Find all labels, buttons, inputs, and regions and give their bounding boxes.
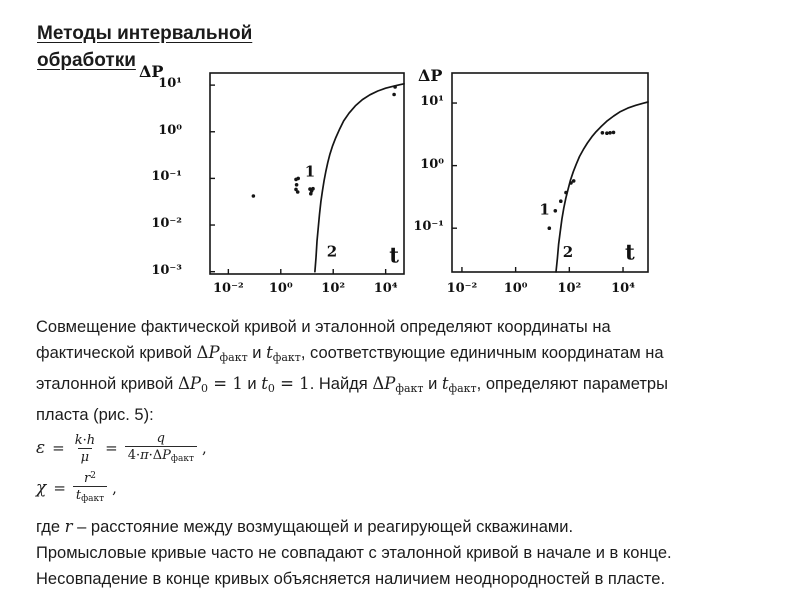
data-point	[311, 187, 315, 191]
y-tick-label: 10¹	[420, 94, 444, 110]
numerator	[72, 432, 98, 448]
math-sym: = 1	[208, 374, 243, 393]
comma: ,	[201, 439, 207, 457]
text-run: фактической кривой	[36, 344, 197, 362]
formula-epsilon	[36, 428, 784, 468]
text-run: – расстояние между возмущающей и реагирующей скважинами.	[72, 518, 574, 536]
body-line	[36, 402, 784, 428]
x-tick-label: 10⁻²	[446, 281, 478, 296]
math-var: t	[266, 343, 273, 362]
math-var: t	[75, 488, 82, 503]
math-sym: 4·	[127, 447, 141, 463]
data-point	[252, 194, 256, 198]
y-tick-label: 10¹	[158, 76, 182, 92]
math-var: P	[189, 374, 201, 393]
text-run: где	[36, 518, 65, 536]
subscript: факт	[170, 453, 194, 464]
annotation-t: t	[389, 242, 399, 268]
formula-chi	[36, 468, 784, 508]
y-tick-label: 10⁻¹	[151, 169, 182, 185]
data-point	[296, 177, 300, 181]
plot-frame	[452, 73, 648, 272]
math-var: P	[384, 374, 396, 393]
y-tick-label: 10⁻³	[151, 262, 182, 278]
data-point	[601, 131, 605, 135]
data-point	[559, 199, 563, 203]
text-run: и	[247, 344, 267, 362]
math-sym: Δ	[177, 374, 190, 393]
y-tick-label: 10⁰	[158, 122, 182, 138]
math-sym: Δ	[372, 374, 385, 393]
y-tick-label: 10⁰	[420, 156, 444, 172]
math-var: k	[74, 432, 83, 448]
text-run: . Найдя	[309, 375, 373, 393]
subscript: факт	[81, 494, 105, 504]
x-tick-label: 10²	[557, 281, 582, 296]
denominator	[78, 448, 92, 465]
text-run: и	[423, 375, 442, 393]
y-axis-title: ΔP	[139, 62, 164, 81]
math-sym: ·	[82, 432, 87, 448]
text-run: Промысловые кривые часто не совпадают с эталонной кривой в начале и в конце.	[36, 544, 672, 562]
bottom-paragraph	[36, 514, 784, 592]
math-var: r	[84, 471, 91, 486]
body-line	[36, 514, 784, 540]
subscript: факт	[448, 382, 477, 395]
subscript: факт	[272, 351, 301, 364]
math-var: h	[86, 432, 96, 448]
title-text: обработки	[37, 50, 136, 71]
body-line	[36, 540, 784, 566]
comma: ,	[112, 479, 117, 497]
data-point	[605, 131, 609, 135]
data-point	[309, 192, 313, 196]
body-line	[36, 314, 784, 340]
data-point	[295, 183, 299, 187]
y-tick-label: 10⁻²	[151, 216, 182, 232]
fraction-r2-t	[73, 469, 107, 507]
data-point	[548, 226, 552, 230]
math-var-epsilon: ε	[36, 438, 46, 458]
annotation-1: 1	[304, 162, 316, 181]
data-point	[608, 131, 612, 135]
math-sym: = 1	[274, 374, 310, 393]
text-run: Несовпадение в конце кривых объясняется наличием неоднородностей в пласте.	[36, 570, 666, 588]
data-point	[392, 93, 396, 97]
numerator	[81, 469, 99, 486]
x-tick-label: 10⁻²	[213, 281, 244, 296]
math-var: μ	[80, 449, 90, 465]
math-var: q	[156, 430, 165, 446]
subscript: 0	[267, 382, 275, 395]
text-run: , соответствующие единичным координатам на	[300, 344, 664, 362]
equals-sign: =	[52, 439, 65, 457]
denominator	[125, 446, 197, 467]
subscript: факт	[395, 382, 424, 395]
subscript: факт	[219, 351, 248, 364]
x-tick-label: 10⁴	[611, 281, 635, 296]
text-run: пласта (рис. 5):	[36, 406, 154, 424]
annotation-1: 1	[539, 200, 550, 219]
x-tick-label: 10⁰	[503, 281, 528, 296]
y-tick-label: 10⁻¹	[413, 219, 444, 235]
fraction-q-4pidp	[125, 430, 197, 467]
text-run: и	[242, 375, 262, 393]
title-text: Методы интервальной	[37, 23, 253, 44]
data-point	[612, 131, 616, 135]
body-text	[36, 314, 784, 592]
denominator	[73, 486, 107, 507]
annotation-t: t	[625, 239, 635, 265]
data-point	[554, 209, 558, 213]
math-sym: ·Δ	[148, 447, 163, 463]
data-point	[296, 190, 300, 194]
x-tick-label: 10⁰	[268, 281, 293, 296]
body-line	[36, 340, 784, 371]
math-var-chi: χ	[36, 478, 47, 498]
math-var: P	[162, 447, 171, 463]
annotation-2: 2	[326, 242, 338, 261]
equals-sign: =	[53, 479, 66, 497]
math-var: t	[441, 374, 449, 393]
math-var: r	[64, 517, 73, 536]
math-var: t	[261, 374, 268, 393]
text-run: , определяют параметры	[476, 375, 668, 393]
text-run: Совмещение фактической кривой и эталонной определяют координаты на	[36, 318, 611, 336]
superscript: 2	[90, 471, 96, 481]
numerator	[154, 430, 168, 446]
y-axis-title: ΔP	[418, 66, 443, 85]
math-var: P	[208, 343, 220, 362]
math-var: π	[140, 447, 149, 463]
subscript: 0	[201, 382, 208, 395]
annotation-2: 2	[562, 242, 574, 261]
x-tick-label: 10²	[321, 281, 346, 296]
text-run: эталонной кривой	[36, 375, 178, 393]
equals-sign: =	[105, 439, 118, 457]
fraction-kh-mu	[72, 432, 98, 465]
body-line	[36, 566, 784, 592]
body-line	[36, 371, 784, 402]
math-sym: Δ	[196, 343, 209, 362]
x-tick-label: 10⁴	[373, 281, 398, 296]
data-point	[572, 179, 576, 183]
